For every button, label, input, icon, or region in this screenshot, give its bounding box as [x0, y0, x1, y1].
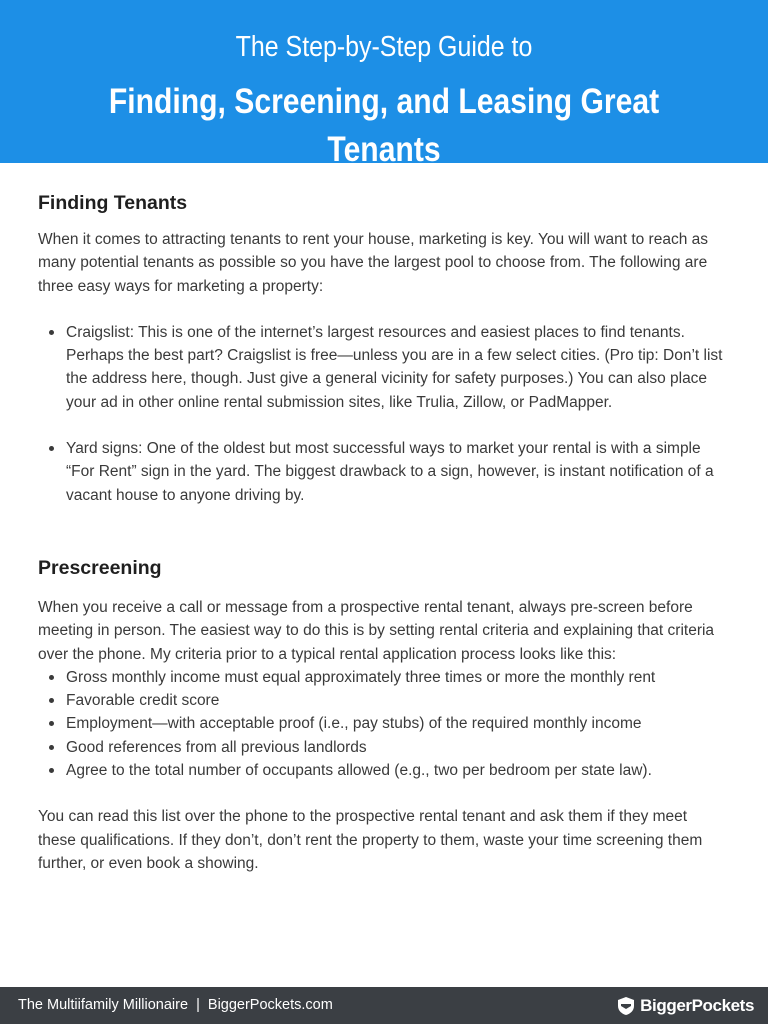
prescreening-closing: You can read this list over the phone to the prospective rental tenant and ask them if they meet these qualifications. If they don’t, don’t rent the property to them, waste your time screening them further, or even book a showing.: [38, 808, 703, 872]
shield-icon: [617, 996, 635, 1016]
prescreening-intro: When you receive a call or message from a prospective rental tenant, always pre-screen before meeting in person. The easiest way to do this is by setting rental criteria and explaining that criteria over the phone. My criteria prior to a typical rental application process looks like this:: [38, 598, 715, 663]
marketing-methods-list: [38, 321, 728, 414]
page-title: Finding, Screening, and Leasing Great Tenants: [108, 82, 660, 169]
section-heading-prescreening: Prescreening: [38, 556, 162, 579]
list-item: Yard signs: One of the oldest but most successful ways to market your rental is with a simple “For Rent” sign in the yard. The biggest drawback to a sign, however, is instant notification of a vacant house to anyone driving by.: [66, 437, 728, 507]
document-body: [38, 188, 728, 875]
list-item: Gross monthly income must equal approximately three times or more the monthly rent: [66, 666, 728, 689]
list-item: Good references from all previous landlords: [66, 736, 728, 759]
brand-name: BiggerPockets: [640, 995, 754, 1015]
finding-tenants-intro: When it comes to attracting tenants to rent your house, marketing is key. You will want to reach as many potential tenants as possible so you have the largest pool to choose from. The following are three easy ways for marketing a property:: [38, 231, 708, 295]
list-item: Craigslist: This is one of the internet’s largest resources and easiest places to find tenants. Perhaps the best part? Craigslist is free—unless you are in a few select cities. (Pro tip: Don’t list the address here, though. Just give a general vicinity for safety purposes.) You can also place your ad in other online rental submission sites, like Trulia, Zillow, or PadMapper.: [66, 321, 728, 414]
list-item: Employment—with acceptable proof (i.e., pay stubs) of the required monthly income: [66, 712, 728, 735]
header-subtitle: The Step-by-Step Guide to: [235, 31, 533, 63]
section-heading-finding-tenants: Finding Tenants: [38, 192, 188, 214]
list-item: Agree to the total number of occupants allowed (e.g., two per bedroom per state law).: [66, 759, 728, 782]
footer-bar: [0, 987, 768, 1024]
criteria-list: [38, 666, 728, 782]
list-item: Favorable credit score: [66, 689, 728, 712]
header-banner: [0, 0, 768, 169]
brand-logo: [617, 987, 754, 1024]
footer-text: The Multiifamily Millionaire | BiggerPockets.com: [18, 997, 333, 1013]
marketing-methods-list-2: [38, 437, 728, 507]
